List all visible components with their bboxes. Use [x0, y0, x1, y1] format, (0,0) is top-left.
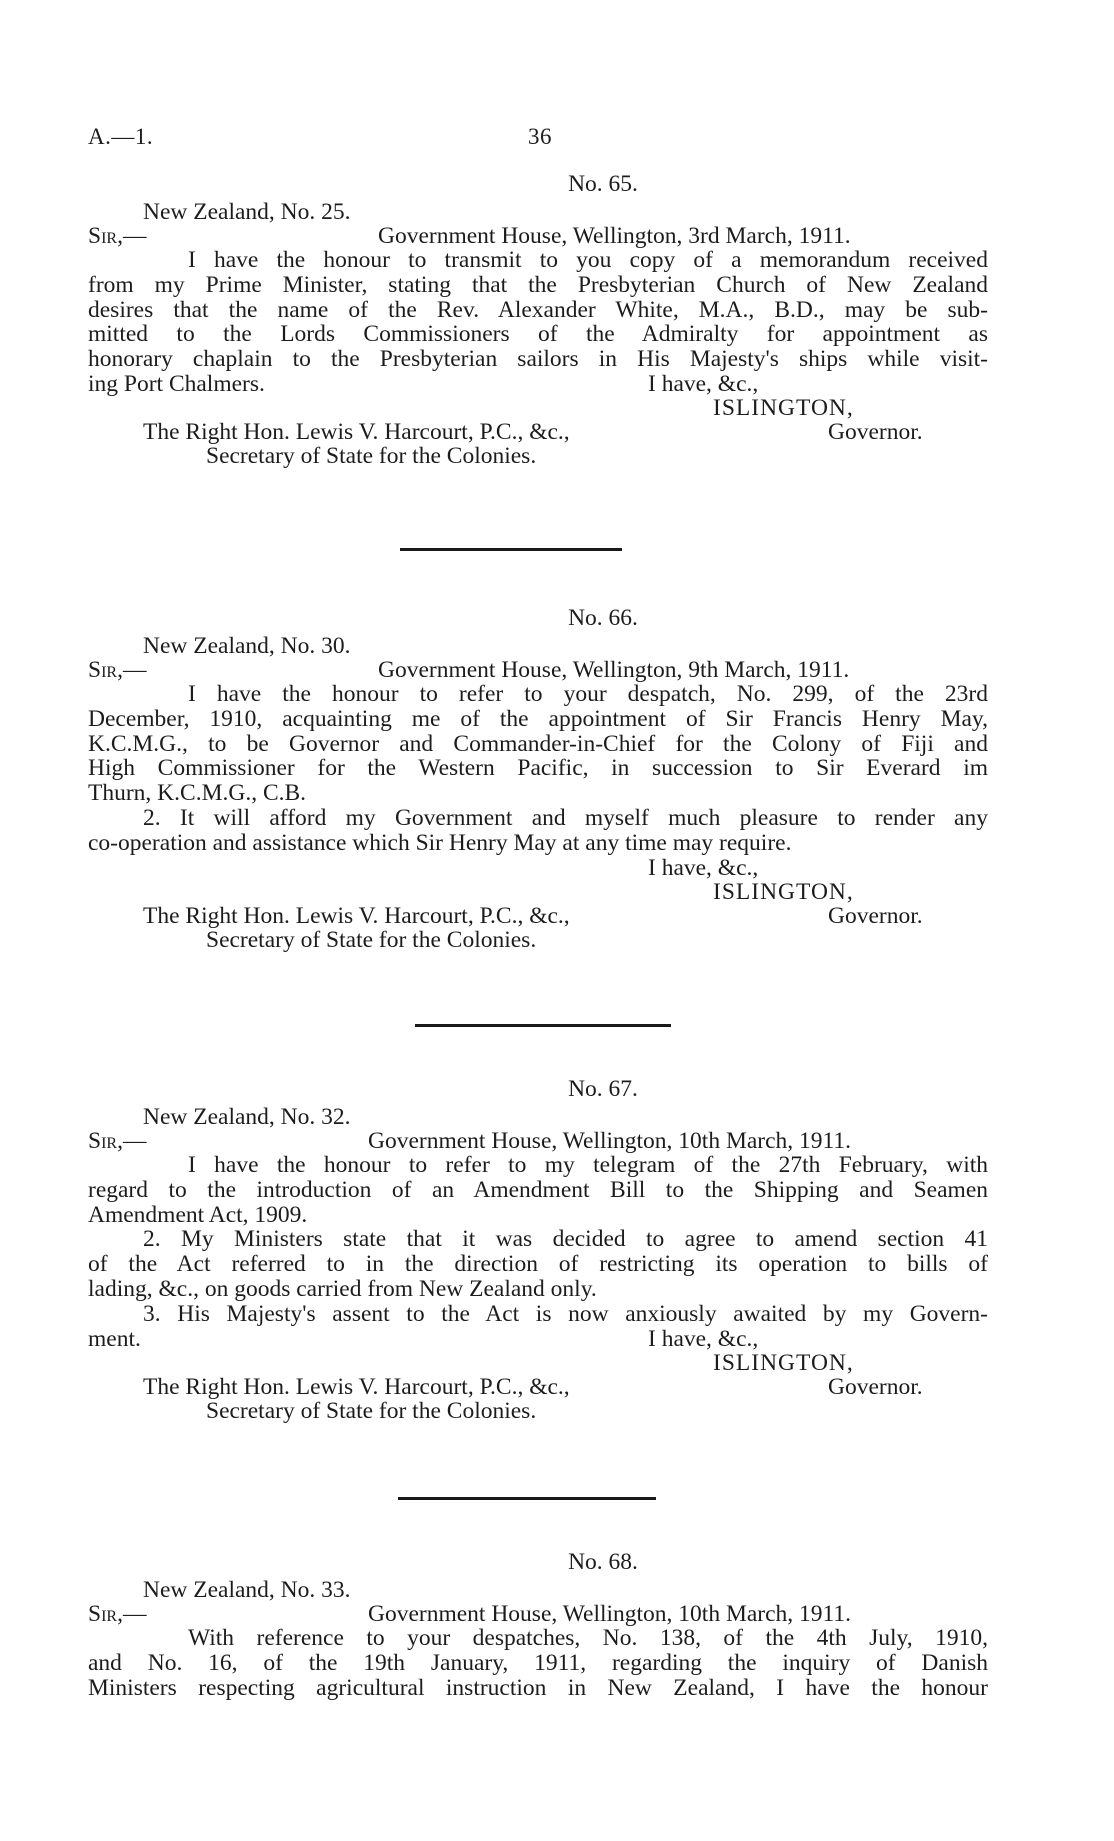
body-line: lading, &c., on goods carried from New Zealand only.: [88, 1275, 597, 1302]
closing-row: [88, 1327, 988, 1351]
sender-address: Government House, Wellington, 10th March, 1911.: [368, 1128, 852, 1154]
despatch-reference: New Zealand, No. 30.: [143, 633, 351, 659]
salutation: Sir,—: [88, 223, 147, 249]
body-line: I have the honour to refer to my telegram of the 27th February, with: [188, 1152, 988, 1178]
closing-row: [88, 856, 988, 880]
body-line: Amendment Act, 1909.: [88, 1201, 308, 1228]
section-divider: [398, 1497, 656, 1500]
addressee-row: [88, 1375, 988, 1399]
page-number: 36: [528, 124, 552, 149]
letter-body: [88, 1626, 988, 1700]
section-divider: [415, 1024, 671, 1027]
addressee-title: Secretary of State for the Colonies.: [206, 442, 537, 469]
closing: I have, &c.,: [648, 370, 759, 397]
body-line: from my Prime Minister, stating that the Presbyterian Church of New Zealand: [88, 271, 988, 298]
closing-row: [88, 372, 988, 396]
salutation-row: [88, 224, 988, 248]
salutation: Sir,—: [88, 1601, 147, 1627]
letter-no-65: [88, 172, 988, 468]
signature: ISLINGTON,: [713, 1349, 854, 1376]
body-line: 2. My Ministers state that it was decided to agree to amend section 41: [143, 1226, 988, 1253]
running-header-left: A.—1.: [88, 124, 154, 149]
salutation: Sir,—: [88, 657, 147, 683]
body-line: Thurn, K.C.M.G., C.B.: [88, 780, 307, 807]
despatch-reference: New Zealand, No. 33.: [143, 1577, 351, 1603]
body-line: 3. His Majesty's assent to the Act is now anxiously awaited by my Govern-: [143, 1300, 988, 1327]
body-line: and No. 16, of the 19th January, 1911, regarding the inquiry of Danish: [88, 1649, 988, 1676]
letter-number: No. 66.: [568, 605, 638, 631]
body-line: co-operation and assistance which Sir Henry May at any time may require.: [88, 829, 792, 856]
letter-number: No. 65.: [568, 171, 638, 197]
body-line: K.C.M.G., to be Governor and Commander-in-Chief for the Colony of Fiji and: [88, 730, 988, 757]
addressee-row: [88, 420, 988, 444]
letter-body: [88, 1153, 988, 1327]
signature-row: [88, 1351, 988, 1375]
letter-body: [88, 248, 988, 372]
despatch-reference: New Zealand, No. 32.: [143, 1104, 351, 1130]
body-line: ing Port Chalmers.: [88, 370, 265, 397]
despatch-reference: New Zealand, No. 25.: [143, 199, 351, 225]
salutation: Sir,—: [88, 1128, 147, 1154]
sender-address: Government House, Wellington, 10th March, 1911.: [368, 1601, 852, 1627]
addressee: The Right Hon. Lewis V. Harcourt, P.C., &c.,: [143, 1373, 570, 1400]
signature-row: [88, 880, 988, 904]
body-line: December, 1910, acquainting me of the appointment of Sir Francis Henry May,: [88, 705, 988, 732]
letter-no-66: [88, 606, 988, 952]
salutation-row: [88, 1129, 988, 1153]
letter-number: No. 68.: [568, 1549, 638, 1575]
body-line: ment.: [88, 1325, 141, 1352]
signature: ISLINGTON,: [713, 878, 854, 905]
letter-number: No. 67.: [568, 1076, 638, 1102]
addressee: The Right Hon. Lewis V. Harcourt, P.C., &c.,: [143, 418, 570, 445]
letter-no-67: [88, 1077, 988, 1423]
body-line: mitted to the Lords Commissioners of the Admiralty for appointment as: [88, 321, 988, 348]
body-line: 2. It will afford my Government and myself much pleasure to render any: [143, 804, 988, 831]
signatory-title: Governor.: [828, 902, 923, 929]
body-line: honorary chaplain to the Presbyterian sailors in His Majesty's ships while visit-: [88, 346, 988, 373]
signatory-title: Governor.: [828, 418, 923, 445]
body-line: regard to the introduction of an Amendment Bill to the Shipping and Seamen: [88, 1176, 988, 1203]
addressee-title: Secretary of State for the Colonies.: [206, 1397, 537, 1424]
addressee-title: Secretary of State for the Colonies.: [206, 926, 537, 953]
letter-no-68: [88, 1550, 988, 1700]
salutation-row: [88, 1602, 988, 1626]
section-divider: [400, 548, 622, 551]
closing: I have, &c.,: [648, 1325, 759, 1352]
addressee-row: [88, 904, 988, 928]
body-line: Ministers respecting agricultural instruction in New Zealand, I have the honour: [88, 1674, 988, 1701]
signatory-title: Governor.: [828, 1373, 923, 1400]
addressee: The Right Hon. Lewis V. Harcourt, P.C., &c.,: [143, 902, 570, 929]
sender-address: Government House, Wellington, 9th March, 1911.: [378, 657, 850, 683]
sender-address: Government House, Wellington, 3rd March, 1911.: [378, 223, 851, 249]
letter-body: [88, 682, 988, 856]
body-line: High Commissioner for the Western Pacific, in succession to Sir Everard im: [88, 755, 988, 782]
body-line: I have the honour to transmit to you copy of a memorandum received: [188, 247, 988, 273]
salutation-row: [88, 658, 988, 682]
body-line: desires that the name of the Rev. Alexander White, M.A., B.D., may be sub-: [88, 296, 988, 323]
body-line: I have the honour to refer to your despatch, No. 299, of the 23rd: [188, 681, 988, 707]
signature: ISLINGTON,: [713, 394, 854, 421]
body-line: of the Act referred to in the direction of restricting its operation to bills of: [88, 1251, 988, 1278]
signature-row: [88, 396, 988, 420]
closing: I have, &c.,: [648, 854, 759, 881]
body-line: With reference to your despatches, No. 138, of the 4th July, 1910,: [188, 1625, 988, 1651]
